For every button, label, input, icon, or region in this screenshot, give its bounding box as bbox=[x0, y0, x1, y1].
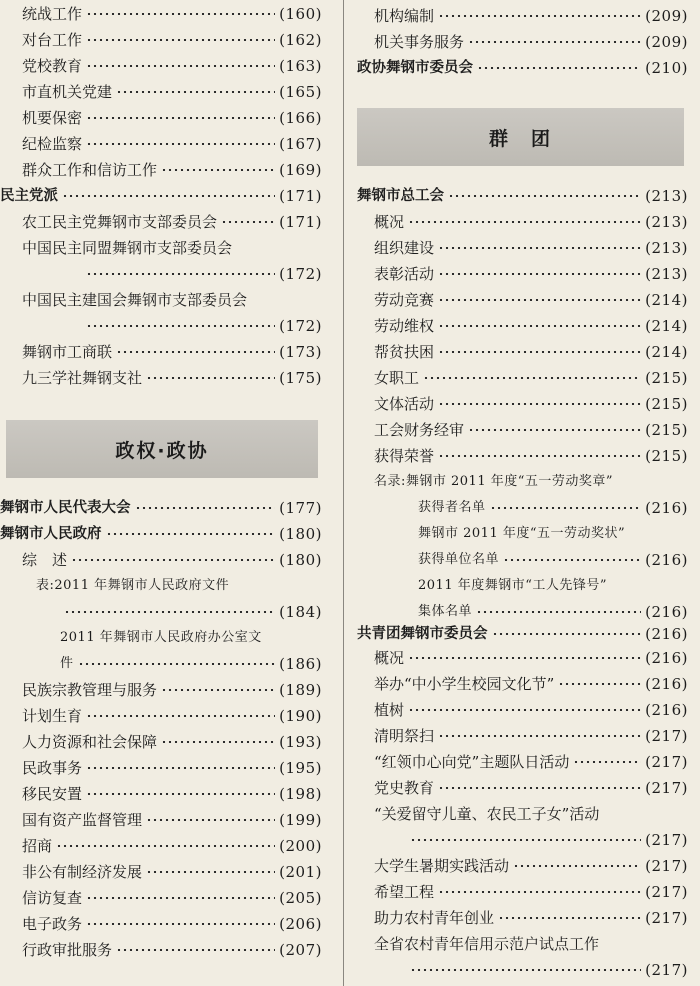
dot-leader bbox=[448, 195, 641, 197]
toc-entry-title: 统战工作 bbox=[22, 5, 83, 23]
toc-entry-title: 文体活动 bbox=[374, 395, 435, 413]
column-divider bbox=[343, 0, 344, 986]
toc-entry[interactable] bbox=[374, 313, 688, 339]
dot-leader bbox=[86, 897, 275, 899]
toc-entry-title: 党史教育 bbox=[374, 779, 435, 797]
toc-entry[interactable] bbox=[22, 209, 322, 235]
toc-entry-title: 劳动竞赛 bbox=[374, 291, 435, 309]
dot-leader bbox=[438, 455, 641, 457]
toc-entry[interactable] bbox=[22, 547, 322, 573]
dot-leader bbox=[438, 247, 641, 249]
toc-entry[interactable] bbox=[22, 703, 322, 729]
toc-page-number: (217) bbox=[645, 857, 688, 875]
toc-page-number: (201) bbox=[279, 863, 322, 881]
dot-leader bbox=[86, 715, 275, 717]
dot-leader bbox=[86, 923, 275, 925]
toc-page-number: (193) bbox=[279, 733, 322, 751]
toc-section-heading[interactable] bbox=[0, 495, 322, 521]
toc-entry[interactable] bbox=[374, 775, 688, 801]
dot-leader bbox=[86, 39, 275, 41]
toc-page-number: (214) bbox=[645, 343, 688, 361]
dot-leader bbox=[410, 839, 641, 841]
toc-entry-title: 民族宗教管理与服务 bbox=[22, 681, 158, 699]
toc-entry-title: 对台工作 bbox=[22, 31, 83, 49]
toc-entry[interactable] bbox=[406, 957, 688, 983]
toc-page-number: (215) bbox=[645, 447, 688, 465]
toc-page-number: (160) bbox=[279, 5, 322, 23]
toc-entry[interactable] bbox=[22, 859, 322, 885]
toc-page-number: (214) bbox=[645, 317, 688, 335]
dot-leader bbox=[86, 273, 275, 275]
toc-entry-title: 计划生育 bbox=[22, 707, 83, 725]
toc-page-number: (213) bbox=[645, 239, 688, 257]
toc-page-number: (189) bbox=[279, 681, 322, 699]
toc-page-number: (216) bbox=[645, 649, 688, 667]
toc-page-number: (198) bbox=[279, 785, 322, 803]
dot-leader bbox=[161, 741, 275, 743]
toc-entry[interactable] bbox=[374, 365, 688, 391]
toc-entry[interactable] bbox=[82, 261, 322, 287]
toc-entry-title: 2011 年度舞钢市“工人先锋号” bbox=[418, 578, 608, 593]
dot-leader bbox=[408, 657, 641, 659]
dot-leader bbox=[438, 787, 641, 789]
toc-entry-title: 名录:舞钢市 2011 年度“五一劳动奖章” bbox=[374, 474, 614, 489]
dot-leader bbox=[468, 429, 641, 431]
toc-entry-title: 共青团舞钢市委员会 bbox=[357, 626, 488, 642]
toc-entry[interactable] bbox=[22, 755, 322, 781]
toc-entry-title: 舞钢市总工会 bbox=[357, 188, 444, 204]
toc-entry-title: “关爱留守儿童、农民工子女”活动 bbox=[374, 805, 600, 823]
toc-entry-title: 纪检监察 bbox=[22, 135, 83, 153]
dot-leader bbox=[438, 299, 641, 301]
toc-entry-title: 农工民主党舞钢市支部委员会 bbox=[22, 213, 218, 231]
toc-entry[interactable] bbox=[374, 339, 688, 365]
toc-entry[interactable] bbox=[374, 645, 688, 671]
toc-entry[interactable] bbox=[22, 131, 322, 157]
toc-entry-title: 帮贫扶困 bbox=[374, 343, 435, 361]
dot-leader bbox=[513, 865, 641, 867]
toc-entry[interactable] bbox=[374, 879, 688, 905]
toc-page-number: (163) bbox=[279, 57, 322, 75]
toc-page-number: (207) bbox=[279, 941, 322, 959]
toc-entry-title: 清明祭扫 bbox=[374, 727, 435, 745]
toc-entry-title: 获得荣誉 bbox=[374, 447, 435, 465]
toc-entry[interactable] bbox=[60, 651, 322, 677]
toc-page-number: (216) bbox=[645, 625, 688, 643]
dot-leader bbox=[146, 377, 275, 379]
toc-entry-title: 民政事务 bbox=[22, 759, 83, 777]
toc-entry[interactable] bbox=[374, 723, 688, 749]
section-banner-title: 政权·政协 bbox=[115, 439, 209, 462]
dot-leader bbox=[558, 683, 641, 685]
toc-page-number: (173) bbox=[279, 343, 322, 361]
toc-page-number: (217) bbox=[645, 727, 688, 745]
toc-page-number: (216) bbox=[645, 499, 688, 517]
section-banner bbox=[6, 420, 318, 478]
toc-entry[interactable] bbox=[374, 391, 688, 417]
dot-leader bbox=[62, 195, 275, 197]
dot-leader bbox=[408, 709, 641, 711]
toc-entry[interactable] bbox=[22, 677, 322, 703]
dot-leader bbox=[146, 819, 275, 821]
toc-page-number: (217) bbox=[645, 909, 688, 927]
toc-entry[interactable] bbox=[374, 235, 688, 261]
toc-entry-title: 表彰活动 bbox=[374, 265, 435, 283]
toc-page-number: (175) bbox=[279, 369, 322, 387]
toc-entry[interactable] bbox=[374, 287, 688, 313]
toc-entry-title: 舞钢市 2011 年度“五一劳动奖状” bbox=[418, 526, 626, 541]
toc-page-number: (172) bbox=[279, 317, 322, 335]
toc-page-number: (184) bbox=[279, 603, 322, 621]
toc-page-number: (180) bbox=[279, 525, 322, 543]
toc-entry[interactable] bbox=[36, 573, 322, 599]
dot-leader bbox=[438, 325, 641, 327]
toc-page-number: (206) bbox=[279, 915, 322, 933]
toc-entry[interactable] bbox=[22, 937, 322, 963]
toc-page-number: (195) bbox=[279, 759, 322, 777]
dot-leader bbox=[106, 533, 276, 535]
toc-page-number: (214) bbox=[645, 291, 688, 309]
toc-entry[interactable] bbox=[418, 521, 688, 547]
toc-page-number: (213) bbox=[645, 213, 688, 231]
dot-leader bbox=[64, 611, 275, 613]
toc-entry-title: 机构编制 bbox=[374, 7, 435, 25]
toc-page-number: (186) bbox=[279, 655, 322, 673]
toc-entry-title: 政协舞钢市委员会 bbox=[357, 60, 473, 76]
toc-entry-title: 综 述 bbox=[22, 551, 68, 569]
toc-entry[interactable] bbox=[374, 749, 688, 775]
dot-leader bbox=[438, 891, 641, 893]
dot-leader bbox=[476, 611, 641, 613]
toc-entry[interactable] bbox=[22, 781, 322, 807]
dot-leader bbox=[468, 41, 641, 43]
toc-entry[interactable] bbox=[374, 671, 688, 697]
toc-entry[interactable] bbox=[82, 313, 322, 339]
dot-leader bbox=[438, 403, 641, 405]
toc-entry-title: 舞钢市人民代表大会 bbox=[0, 500, 131, 516]
toc-section-heading[interactable] bbox=[0, 183, 322, 209]
toc-entry[interactable] bbox=[22, 833, 322, 859]
toc-page-number: (210) bbox=[645, 59, 688, 77]
dot-leader bbox=[438, 351, 641, 353]
toc-entry[interactable] bbox=[22, 235, 322, 261]
toc-page-number: (205) bbox=[279, 889, 322, 907]
toc-entry[interactable] bbox=[374, 209, 688, 235]
toc-page-number: (166) bbox=[279, 109, 322, 127]
dot-leader bbox=[86, 13, 275, 15]
toc-page-number: (209) bbox=[645, 7, 688, 25]
dot-leader bbox=[146, 871, 275, 873]
toc-entry[interactable] bbox=[374, 697, 688, 723]
toc-entry-title: “红领巾心向党”主题队日活动 bbox=[374, 753, 570, 771]
toc-entry-title: 非公有制经济发展 bbox=[22, 863, 143, 881]
toc-page-number: (165) bbox=[279, 83, 322, 101]
dot-leader bbox=[86, 325, 275, 327]
toc-page-number: (216) bbox=[645, 603, 688, 621]
dot-leader bbox=[56, 845, 275, 847]
toc-entry[interactable] bbox=[374, 443, 688, 469]
toc-entry-title: 件 bbox=[60, 656, 74, 671]
toc-page-number: (199) bbox=[279, 811, 322, 829]
toc-entry-title: 助力农村青年创业 bbox=[374, 909, 495, 927]
dot-leader bbox=[503, 559, 641, 561]
toc-entry[interactable] bbox=[22, 1, 322, 27]
dot-leader bbox=[135, 507, 276, 509]
toc-page-number: (171) bbox=[279, 187, 322, 205]
toc-section-heading[interactable] bbox=[357, 55, 688, 81]
dot-leader bbox=[438, 15, 641, 17]
toc-entry[interactable] bbox=[374, 931, 688, 957]
toc-entry-title: 中国民主同盟舞钢市支部委员会 bbox=[22, 239, 233, 257]
toc-page-number: (216) bbox=[645, 701, 688, 719]
toc-entry[interactable] bbox=[22, 807, 322, 833]
dot-leader bbox=[78, 663, 276, 665]
toc-entry-title: 组织建设 bbox=[374, 239, 435, 257]
toc-page-number: (216) bbox=[645, 675, 688, 693]
dot-leader bbox=[490, 507, 642, 509]
dot-leader bbox=[86, 767, 275, 769]
toc-page-number: (213) bbox=[645, 265, 688, 283]
toc-page-number: (216) bbox=[645, 551, 688, 569]
toc-entry-title: 群众工作和信访工作 bbox=[22, 161, 158, 179]
toc-entry[interactable] bbox=[374, 417, 688, 443]
toc-entry-title: 党校教育 bbox=[22, 57, 83, 75]
toc-page-number: (209) bbox=[645, 33, 688, 51]
toc-entry[interactable] bbox=[22, 287, 322, 313]
toc-entry[interactable] bbox=[22, 729, 322, 755]
toc-section-heading[interactable] bbox=[0, 521, 322, 547]
toc-entry-title: 电子政务 bbox=[22, 915, 83, 933]
dot-leader bbox=[408, 221, 641, 223]
dot-leader bbox=[161, 169, 275, 171]
toc-entry[interactable] bbox=[418, 495, 688, 521]
dot-leader bbox=[71, 559, 275, 561]
toc-entry-title: 舞钢市工商联 bbox=[22, 343, 113, 361]
toc-page-number: (200) bbox=[279, 837, 322, 855]
toc-entry-title: 市直机关党建 bbox=[22, 83, 113, 101]
toc-section-heading[interactable] bbox=[357, 621, 688, 647]
toc-page-number: (190) bbox=[279, 707, 322, 725]
toc-entry-title: 希望工程 bbox=[374, 883, 435, 901]
toc-entry[interactable] bbox=[406, 827, 688, 853]
dot-leader bbox=[116, 351, 275, 353]
dot-leader bbox=[116, 949, 275, 951]
dot-leader bbox=[492, 633, 642, 635]
toc-entry-title: 民主党派 bbox=[0, 188, 58, 204]
toc-page-number: (215) bbox=[645, 369, 688, 387]
section-banner-title: 群 团 bbox=[488, 127, 552, 150]
toc-entry-title: 舞钢市人民政府 bbox=[0, 526, 102, 542]
dot-leader bbox=[573, 761, 641, 763]
toc-entry-title: 劳动维权 bbox=[374, 317, 435, 335]
toc-entry[interactable] bbox=[418, 547, 688, 573]
toc-page-number: (169) bbox=[279, 161, 322, 179]
toc-entry-title: 工会财务经审 bbox=[374, 421, 465, 439]
toc-entry[interactable] bbox=[22, 53, 322, 79]
toc-entry-title: 招商 bbox=[22, 837, 53, 855]
dot-leader bbox=[86, 117, 275, 119]
toc-entry-title: 大学生暑期实践活动 bbox=[374, 857, 510, 875]
toc-page-number: (217) bbox=[645, 779, 688, 797]
toc-entry-title: 植树 bbox=[374, 701, 405, 719]
dot-leader bbox=[438, 273, 641, 275]
dot-leader bbox=[410, 969, 641, 971]
toc-entry-title: 集体名单 bbox=[418, 604, 473, 619]
toc-page-number: (215) bbox=[645, 395, 688, 413]
toc-entry[interactable] bbox=[374, 801, 688, 827]
toc-entry[interactable] bbox=[60, 625, 322, 651]
toc-page-number: (180) bbox=[279, 551, 322, 569]
toc-section-heading[interactable] bbox=[357, 183, 688, 209]
toc-entry-title: 机关事务服务 bbox=[374, 33, 465, 51]
toc-page-number: (217) bbox=[645, 831, 688, 849]
toc-entry-title: 女职工 bbox=[374, 369, 420, 387]
toc-entry-title: 概况 bbox=[374, 213, 405, 231]
dot-leader bbox=[86, 65, 275, 67]
toc-page-number: (217) bbox=[645, 753, 688, 771]
toc-entry[interactable] bbox=[374, 261, 688, 287]
toc-entry[interactable] bbox=[22, 79, 322, 105]
toc-entry[interactable] bbox=[418, 573, 688, 599]
toc-entry-title: 中国民主建国会舞钢市支部委员会 bbox=[22, 291, 248, 309]
toc-entry-title: 行政审批服务 bbox=[22, 941, 113, 959]
toc-entry[interactable] bbox=[374, 905, 688, 931]
toc-entry-title: 机要保密 bbox=[22, 109, 83, 127]
dot-leader bbox=[161, 689, 275, 691]
toc-entry-title: 获得者名单 bbox=[418, 500, 486, 515]
toc-page-number: (171) bbox=[279, 213, 322, 231]
toc-entry-title: 2011 年舞钢市人民政府办公室文 bbox=[60, 630, 262, 645]
dot-leader bbox=[221, 221, 275, 223]
toc-page-number: (215) bbox=[645, 421, 688, 439]
toc-page-number: (162) bbox=[279, 31, 322, 49]
toc-entry-title: 九三学社舞钢支社 bbox=[22, 369, 143, 387]
toc-entry-title: 表:2011 年舞钢市人民政府文件 bbox=[36, 578, 230, 593]
toc-page-number: (172) bbox=[279, 265, 322, 283]
toc-entry[interactable] bbox=[22, 105, 322, 131]
toc-entry-title: 国有资产监督管理 bbox=[22, 811, 143, 829]
toc-entry[interactable] bbox=[22, 339, 322, 365]
toc-entry-title: 人力资源和社会保障 bbox=[22, 733, 158, 751]
toc-page-number: (217) bbox=[645, 961, 688, 979]
toc-entry[interactable] bbox=[374, 29, 688, 55]
dot-leader bbox=[438, 735, 641, 737]
toc-entry[interactable] bbox=[374, 469, 688, 495]
toc-page-number: (213) bbox=[645, 187, 688, 205]
toc-entry-title: 全省农村青年信用示范户试点工作 bbox=[374, 935, 600, 953]
dot-leader bbox=[116, 91, 275, 93]
toc-page-number: (217) bbox=[645, 883, 688, 901]
dot-leader bbox=[86, 793, 275, 795]
toc-entry[interactable] bbox=[22, 27, 322, 53]
toc-entry[interactable] bbox=[22, 365, 322, 391]
section-banner bbox=[357, 108, 684, 166]
toc-entry-title: 概况 bbox=[374, 649, 405, 667]
dot-leader bbox=[477, 67, 641, 69]
toc-entry-title: 举办“中小学生校园文化节” bbox=[374, 675, 555, 693]
toc-entry[interactable] bbox=[60, 599, 322, 625]
toc-entry-title: 获得单位名单 bbox=[418, 552, 500, 567]
dot-leader bbox=[423, 377, 641, 379]
dot-leader bbox=[498, 917, 641, 919]
toc-page-number: (167) bbox=[279, 135, 322, 153]
toc-entry[interactable] bbox=[374, 3, 688, 29]
toc-page-number: (177) bbox=[279, 499, 322, 517]
toc-entry-title: 信访复查 bbox=[22, 889, 83, 907]
toc-entry-title: 移民安置 bbox=[22, 785, 83, 803]
dot-leader bbox=[86, 143, 275, 145]
toc-entry[interactable] bbox=[22, 885, 322, 911]
toc-entry[interactable] bbox=[22, 911, 322, 937]
toc-entry[interactable] bbox=[374, 853, 688, 879]
toc-entry[interactable] bbox=[22, 157, 322, 183]
